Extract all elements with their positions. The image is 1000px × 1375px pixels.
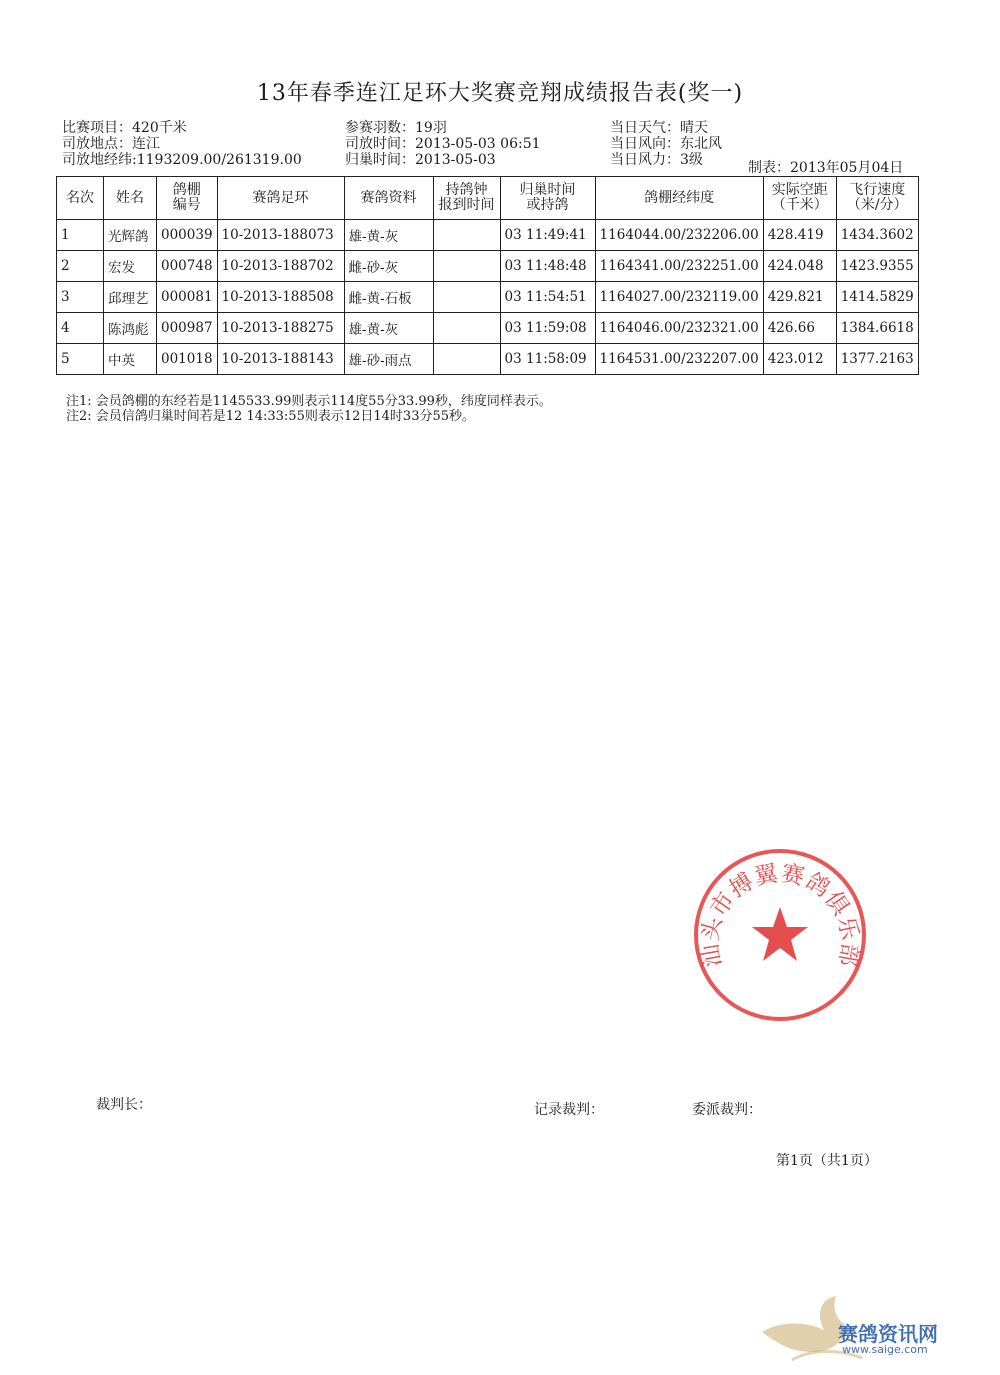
- cell-name: 宏发: [104, 251, 157, 282]
- table-row: [57, 313, 919, 344]
- table-row: [57, 282, 919, 313]
- notes: [66, 394, 552, 424]
- watermark-url: www.saige.com: [842, 1343, 928, 1356]
- cell-speed: 1423.9355: [836, 251, 918, 282]
- header-loft-no: [157, 177, 218, 220]
- seal-text: 汕头市搏翼赛鸽俱乐部: [697, 860, 863, 970]
- cell-bird-info: 雄-黄-灰: [344, 313, 433, 344]
- meta-release-place: 司放地点：连江: [62, 136, 160, 152]
- cell-loft-coords: 1164531.00/232207.00: [595, 344, 763, 375]
- cell-loft-coords: 1164044.00/232206.00: [595, 220, 763, 251]
- cell-ring: 10-2013-188073: [217, 220, 344, 251]
- header-bird-info: 赛鸽资料: [344, 177, 433, 220]
- seal-star-icon: [752, 907, 808, 961]
- cell-clock-time: [433, 220, 500, 251]
- cell-loft-coords: 1164341.00/232251.00: [595, 251, 763, 282]
- cell-loft-no: 000081: [157, 282, 218, 313]
- cell-rank: 2: [57, 251, 104, 282]
- cell-bird-info: 雄-砂-雨点: [344, 344, 433, 375]
- header-loft-coords: 鸽棚经纬度: [595, 177, 763, 220]
- header-speed-l1: 飞行速度: [849, 182, 906, 198]
- meta-return-date: 归巢时间：2013-05-03: [345, 152, 496, 168]
- header-name: 姓名: [104, 177, 157, 220]
- meta-column-3: [610, 120, 722, 168]
- results-table: [56, 176, 919, 375]
- cell-clock-time: [433, 313, 500, 344]
- header-clock-time: [433, 177, 500, 220]
- cell-return-time: 03 11:54:51: [500, 282, 595, 313]
- cell-ring: 10-2013-188143: [217, 344, 344, 375]
- delegated-referee-label: 委派裁判：: [692, 1102, 762, 1118]
- cell-rank: 4: [57, 313, 104, 344]
- report-title: 13年春季连江足环大奖赛竞翔成绩报告表(奖一): [256, 81, 744, 106]
- header-return-time-l1: 归巢时间: [519, 182, 576, 198]
- cell-speed: 1414.5829: [836, 282, 918, 313]
- chief-referee-label: 裁判长：: [96, 1097, 152, 1113]
- cell-return-time: 03 11:49:41: [500, 220, 595, 251]
- cell-loft-no: 000987: [157, 313, 218, 344]
- table-row: [57, 251, 919, 282]
- cell-name: 邱理艺: [104, 282, 157, 313]
- meta-race-item: 比赛项目：420千米: [62, 120, 187, 136]
- meta-column-1: [62, 120, 302, 168]
- cell-distance: 426.66: [763, 313, 836, 344]
- cell-name: 光辉鸽: [104, 220, 157, 251]
- cell-bird-info: 雌-砂-灰: [344, 251, 433, 282]
- header-rank: 名次: [57, 177, 104, 220]
- header-distance: [763, 177, 836, 220]
- header-return-time: [500, 177, 595, 220]
- cell-distance: 423.012: [763, 344, 836, 375]
- cell-ring: 10-2013-188702: [217, 251, 344, 282]
- cell-distance: 429.821: [763, 282, 836, 313]
- cell-distance: 424.048: [763, 251, 836, 282]
- table-row: [57, 220, 919, 251]
- club-seal: [690, 845, 870, 1025]
- meta-release-coords: 司放地经纬:1193209.00/261319.00: [62, 152, 302, 168]
- note-2: 注2: 会员信鸽归巢时间若是12 14:33:55则表示12日14时33分55秒。: [66, 409, 476, 424]
- header-row: [57, 177, 919, 220]
- cell-rank: 5: [57, 344, 104, 375]
- meta-weather: 当日天气：晴天: [610, 120, 708, 136]
- header-loft-no-l1: 鸽棚: [172, 182, 201, 198]
- cell-name: 中英: [104, 344, 157, 375]
- cell-loft-no: 001018: [157, 344, 218, 375]
- meta-column-2: [345, 120, 541, 168]
- header-distance-l1: 实际空距: [771, 182, 828, 198]
- header-ring: 赛鸽足环: [217, 177, 344, 220]
- meta-wind-direction: 当日风向：东北风: [610, 136, 722, 152]
- cell-loft-coords: 1164046.00/232321.00: [595, 313, 763, 344]
- cell-clock-time: [433, 344, 500, 375]
- made-date: 制表：2013年05月04日: [748, 160, 904, 176]
- cell-loft-coords: 1164027.00/232119.00: [595, 282, 763, 313]
- header-loft-no-l2: 编号: [172, 197, 201, 213]
- note-1: 注1: 会员鸽棚的东经若是1145533.99则表示114度55分33.99秒，纬度同样表示。: [66, 394, 552, 409]
- cell-bird-info: 雄-黄-灰: [344, 220, 433, 251]
- cell-ring: 10-2013-188275: [217, 313, 344, 344]
- table-row: [57, 344, 919, 375]
- cell-distance: 428.419: [763, 220, 836, 251]
- cell-clock-time: [433, 251, 500, 282]
- meta-entries: 参赛羽数：19羽: [345, 120, 447, 136]
- header-distance-l2: （千米）: [771, 197, 828, 213]
- cell-name: 陈鸿彪: [104, 313, 157, 344]
- page-info: 第1页（共1页）: [776, 1153, 878, 1169]
- meta-wind-force: 当日风力：3级: [610, 152, 703, 168]
- recording-referee-label: 记录裁判：: [534, 1102, 604, 1118]
- cell-return-time: 03 11:48:48: [500, 251, 595, 282]
- watermark-name: 赛鸽资讯网: [838, 1322, 938, 1346]
- header-speed: [836, 177, 918, 220]
- header-clock-time-l2: 报到时间: [438, 197, 495, 213]
- cell-clock-time: [433, 282, 500, 313]
- cell-return-time: 03 11:59:08: [500, 313, 595, 344]
- header-clock-time-l1: 持鸽钟: [445, 182, 488, 198]
- cell-bird-info: 雌-黄-石板: [344, 282, 433, 313]
- header-return-time-l2: 或持鸽: [526, 197, 569, 213]
- meta-release-time: 司放时间：2013-05-03 06:51: [345, 136, 541, 152]
- cell-speed: 1434.3602: [836, 220, 918, 251]
- cell-speed: 1377.2163: [836, 344, 918, 375]
- header-speed-l2: （米/分）: [846, 197, 908, 213]
- cell-rank: 3: [57, 282, 104, 313]
- cell-return-time: 03 11:58:09: [500, 344, 595, 375]
- cell-speed: 1384.6618: [836, 313, 918, 344]
- cell-loft-no: 000748: [157, 251, 218, 282]
- cell-ring: 10-2013-188508: [217, 282, 344, 313]
- cell-loft-no: 000039: [157, 220, 218, 251]
- cell-rank: 1: [57, 220, 104, 251]
